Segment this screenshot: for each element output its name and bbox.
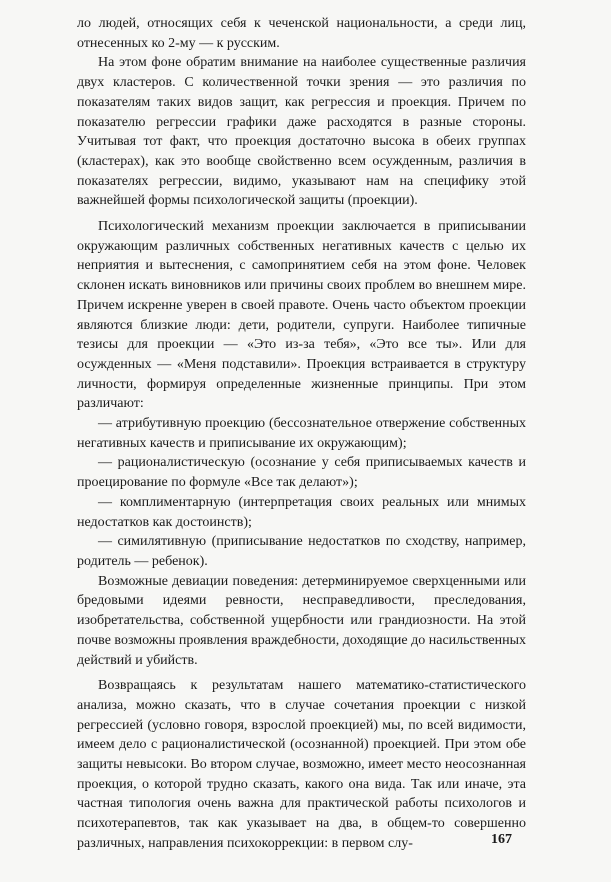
list-item-similative: — симилятивную (приписывание недостатков по сходству, например, родитель — ребенок).	[77, 534, 526, 569]
paragraph-deviations: Возможные девиации поведения: детерминируемое сверхценными или бредовыми идеями ревности, несправедливости, преследования, изобретательства, собственной ущербности или грандиозности. На этой почве возможны проявления враждебности, доходящие до насильственных действий и убийств.	[77, 573, 526, 668]
list-item-complementary: — комплиментарную (интерпретация своих реальных или мнимых недостатков как достоинств);	[77, 494, 526, 530]
page-number: 167	[491, 832, 512, 847]
paragraph-continuation: ло людей, относящих себя к чеченской национальности, а среди лиц, отнесенных ко 2-му — к русским.	[77, 16, 526, 51]
paragraph-analysis-results: Возвращаясь к результатам нашего математико-статистического анализа, можно сказать, что в случае сочетания проекции с низкой регрессией (условно говоря, взрослой проекцией) мы, по всей видимости, имеем дело с рационалистической (осознанной) проекцией. При этом обе защиты невысоки. Во втором случае, возможно, имеет место неосознанная проекция, о которой трудно сказать, какого она вида. Так или иначе, эта частная типология очень важна для практической работы психологов и психотерапевтов, так как указывает на два, в общем-то совершенно различных, направления психокоррекции: в первом слу-	[77, 678, 526, 851]
body-text	[77, 14, 526, 854]
list-item-rationalistic: — рационалистическую (осознание у себя приписываемых качеств и проецирование по формуле «Все так делают»);	[77, 455, 526, 491]
list-item-attributive: — атрибутивную проекцию (бессознательное отвержение собственных негативных качеств и приписывание их окружающим);	[77, 416, 526, 451]
paragraph-cluster-differences: На этом фоне обратим внимание на наиболее существенные различия двух кластеров. С количественной точки зрения — это различия по показателям таких видов защит, как регрессия и проекция. Причем по показателю регрессии графики даже расходятся в разные стороны. Учитывая тот факт, что проекция достаточно высока в обеих группах (кластерах), как это вообще свойственно всем осужденным, различия в показателях регрессии, видимо, указывают нам на специфику этой важнейшей формы психологической защиты (проекции).	[77, 55, 526, 209]
paragraph-projection-mechanism: Психологический механизм проекции заключается в приписывании окружающим различных собственных негативных качеств с целью их неприятия и вытеснения, с самопринятием себя на этом фоне. Человек склонен искать виновников или причины своих проблем во внешнем мире. Причем искренне уверен в своей правоте. Очень часто объектом проекции являются близкие люди: дети, родители, супруги. Наиболее типичные тезисы для проекции — «Это из-за тебя», «Это все ты». Или для осужденных — «Меня подставили». Проекция встраивается в структуру личности, формируя определенные жизненные принципы. При этом различают:	[77, 219, 526, 412]
